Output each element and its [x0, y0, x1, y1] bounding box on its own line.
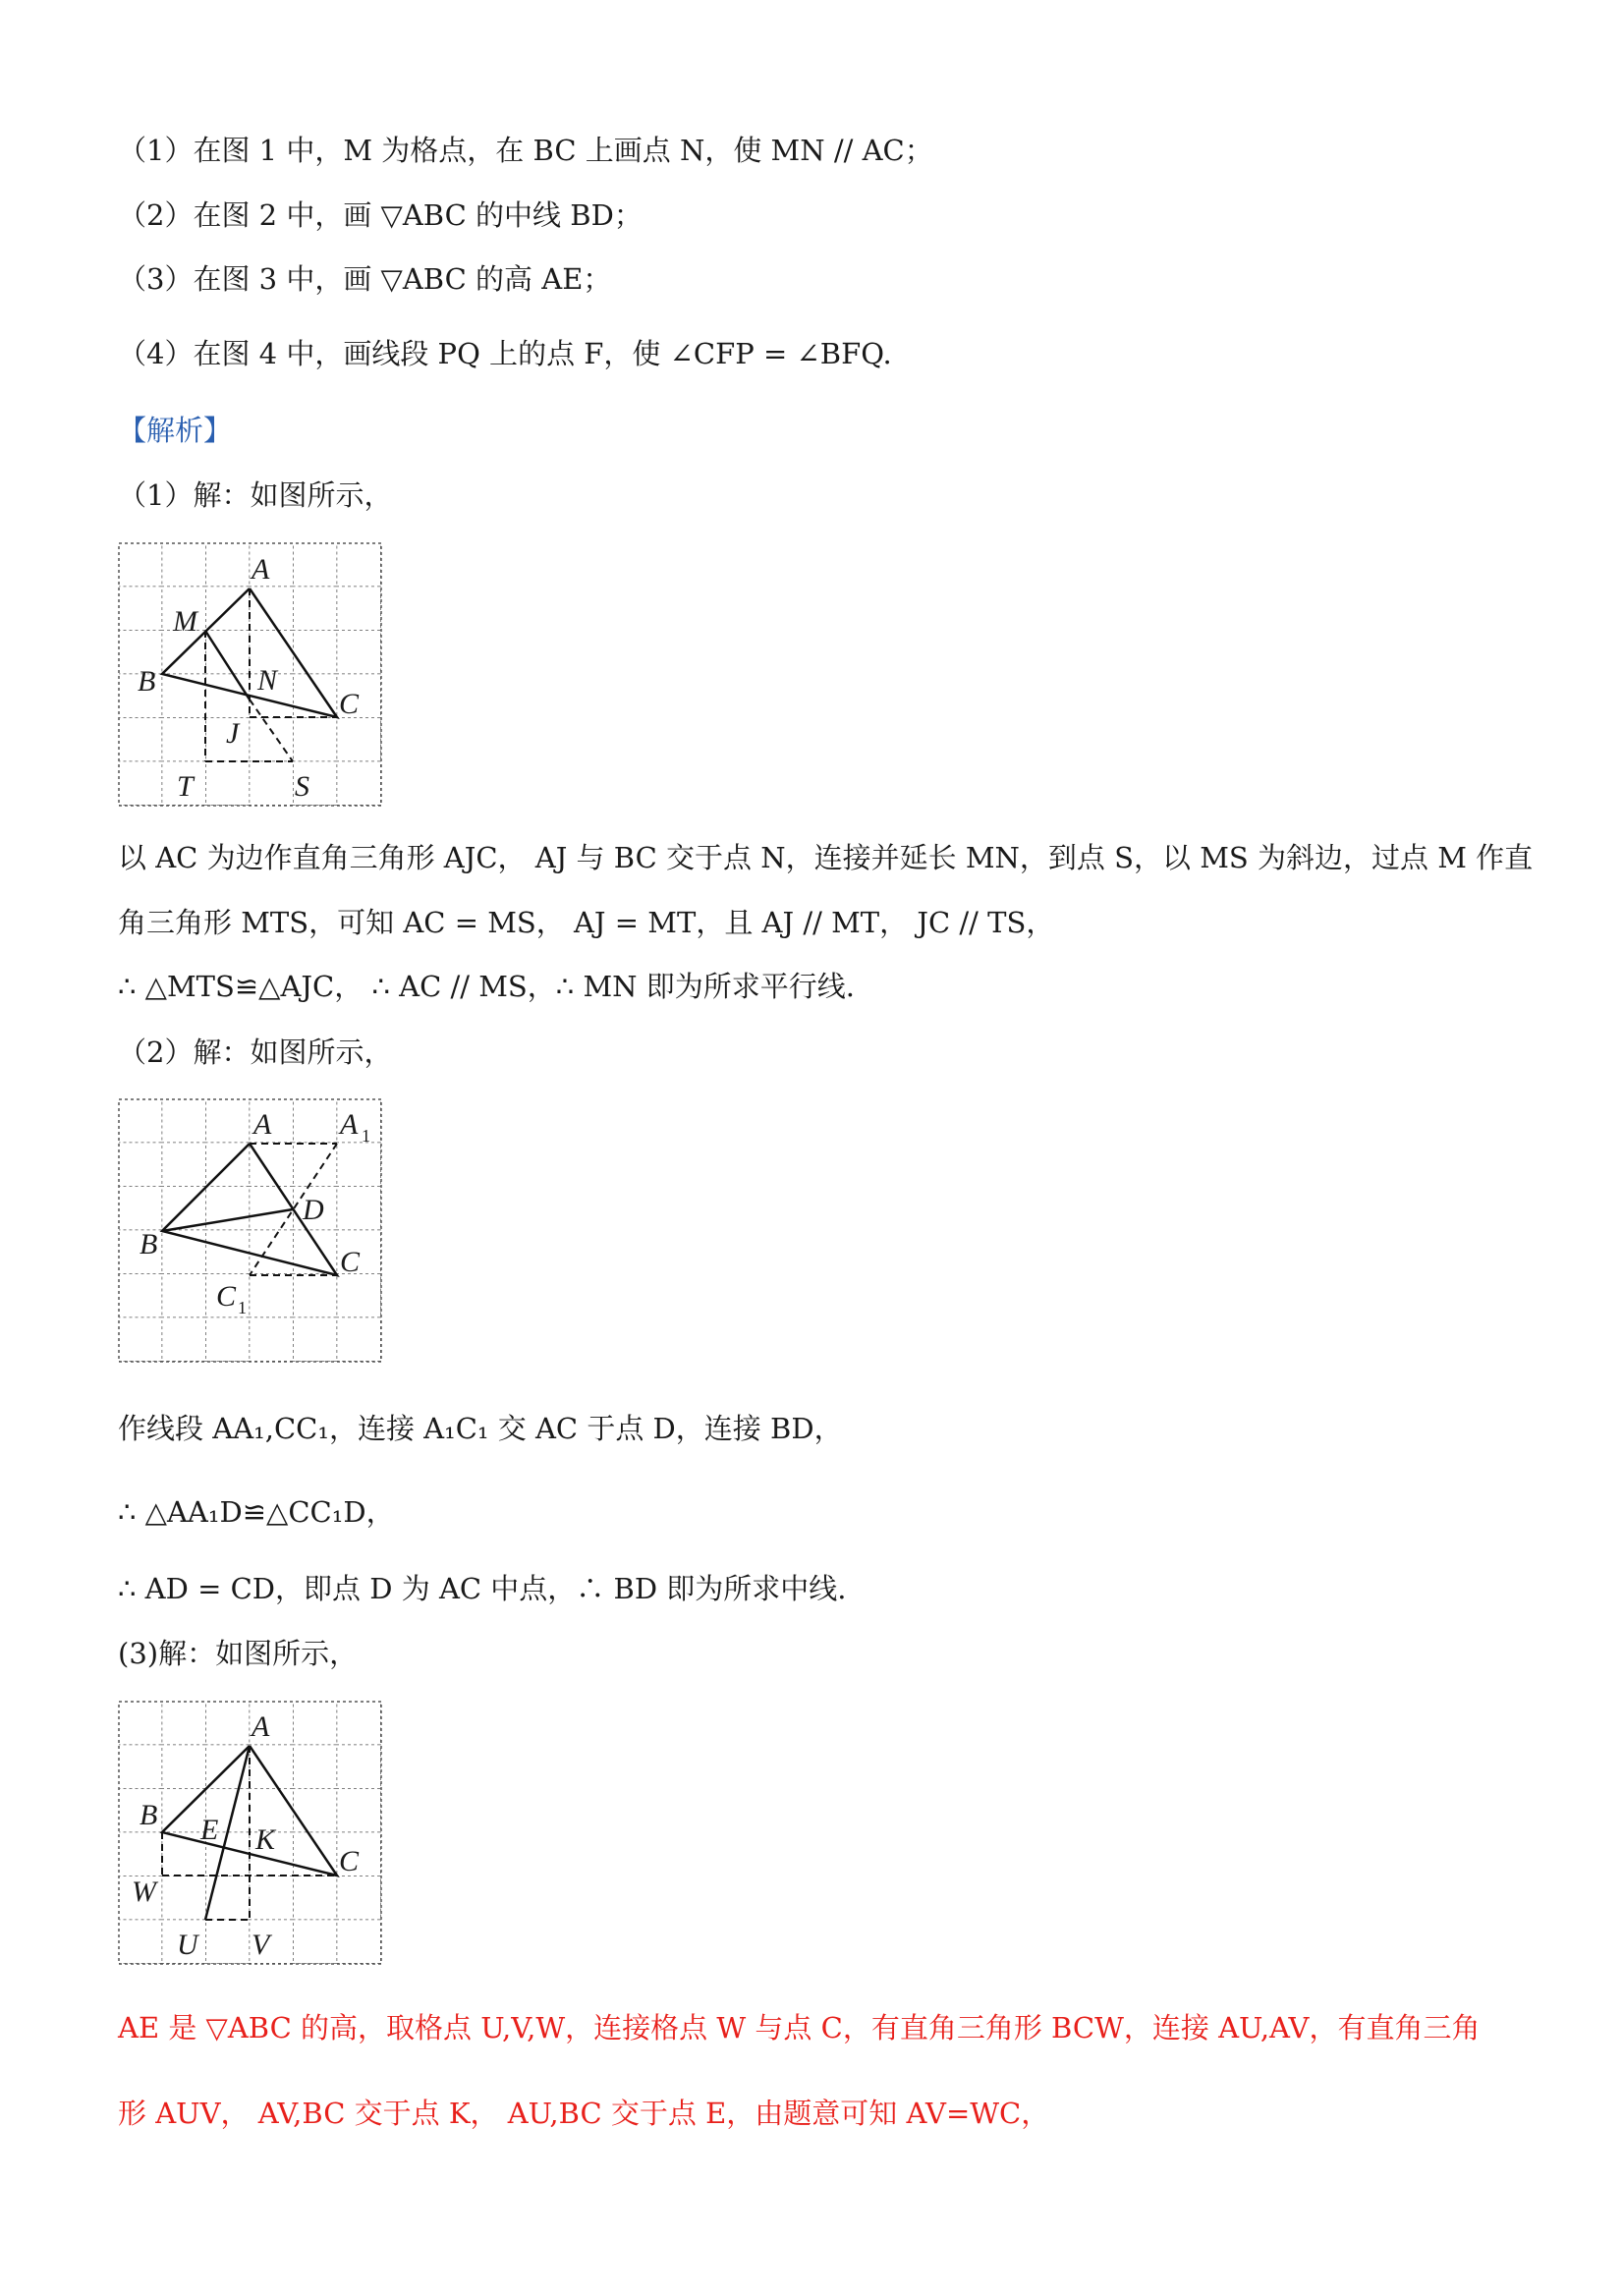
label-a: A	[252, 1710, 270, 1743]
label-a1-sub: 1	[362, 1126, 370, 1146]
figure-2	[118, 1098, 388, 1369]
question-4: （4）在图 4 中，画线段 PQ 上的点 F，使 ∠CFP = ∠BFQ.	[118, 337, 892, 370]
part2-intro: （2）解：如图所示，	[118, 1036, 393, 1069]
label-t: T	[177, 770, 194, 803]
figure-1	[118, 542, 388, 812]
label-u: U	[177, 1929, 198, 1961]
label-n: N	[257, 664, 278, 697]
label-b: B	[140, 1799, 158, 1831]
label-c1-sub: 1	[238, 1298, 247, 1317]
part1-text-2: 角三角形 MTS，可知 AC = MS， AJ = MT，且 AJ // MT， JC // TS，	[118, 906, 1055, 939]
question-2: （2）在图 2 中，画 ▽ABC 的中线 BD；	[118, 198, 643, 232]
label-v: V	[252, 1929, 270, 1961]
label-e: E	[200, 1814, 219, 1846]
label-j: J	[226, 717, 240, 750]
part2-text-2: ∴ △AA₁D≌△CC₁D，	[118, 1495, 395, 1529]
label-m: M	[173, 605, 197, 638]
part3-intro: (3)解：如图所示，	[118, 1637, 359, 1670]
question-1: （1）在图 1 中，M 为格点，在 BC 上画点 N，使 MN // AC；	[118, 134, 933, 167]
label-d: D	[303, 1194, 324, 1226]
part1-intro: （1）解：如图所示，	[118, 478, 393, 512]
label-c: C	[339, 688, 360, 720]
label-a1: A	[340, 1108, 359, 1141]
part1-text-1: 以 AC 为边作直角三角形 AJC， AJ 与 BC 交于点 N，连接并延长 MN，到点 S，以 MS 为斜边，过点 M 作直	[118, 841, 1534, 874]
figure-3	[118, 1701, 388, 1971]
label-a: A	[252, 553, 270, 586]
part1-text-3: ∴ △MTS≌△AJC， ∴ AC // MS，∴ MN 即为所求平行线.	[118, 970, 855, 1003]
label-c: C	[340, 1246, 361, 1278]
question-3: （3）在图 3 中，画 ▽ABC 的高 AE；	[118, 262, 612, 296]
label-c: C	[339, 1845, 360, 1877]
label-a: A	[253, 1108, 272, 1141]
label-k: K	[255, 1823, 276, 1856]
part3-text-2: 形 AUV， AV,BC 交于点 K， AU,BC 交于点 E，由题意可知 AV=WC，	[118, 2097, 1050, 2130]
part2-text-3: ∴ AD = CD，即点 D 为 AC 中点，∴ BD 即为所求中线.	[118, 1572, 847, 1605]
analysis-heading: 【解析】	[118, 414, 233, 447]
part3-text-1: AE 是 ▽ABC 的高，取格点 U,V,W，连接格点 W 与点 C，有直角三角形 BCW，连接 AU,AV，有直角三角	[118, 2011, 1481, 2044]
label-b: B	[140, 1228, 158, 1260]
label-b: B	[138, 665, 156, 698]
part2-text-1: 作线段 AA₁,CC₁，连接 A₁C₁ 交 AC 于点 D，连接 BD，	[118, 1412, 843, 1445]
label-c1: C	[216, 1280, 237, 1313]
label-s: S	[295, 770, 309, 803]
label-w: W	[132, 1876, 156, 1908]
